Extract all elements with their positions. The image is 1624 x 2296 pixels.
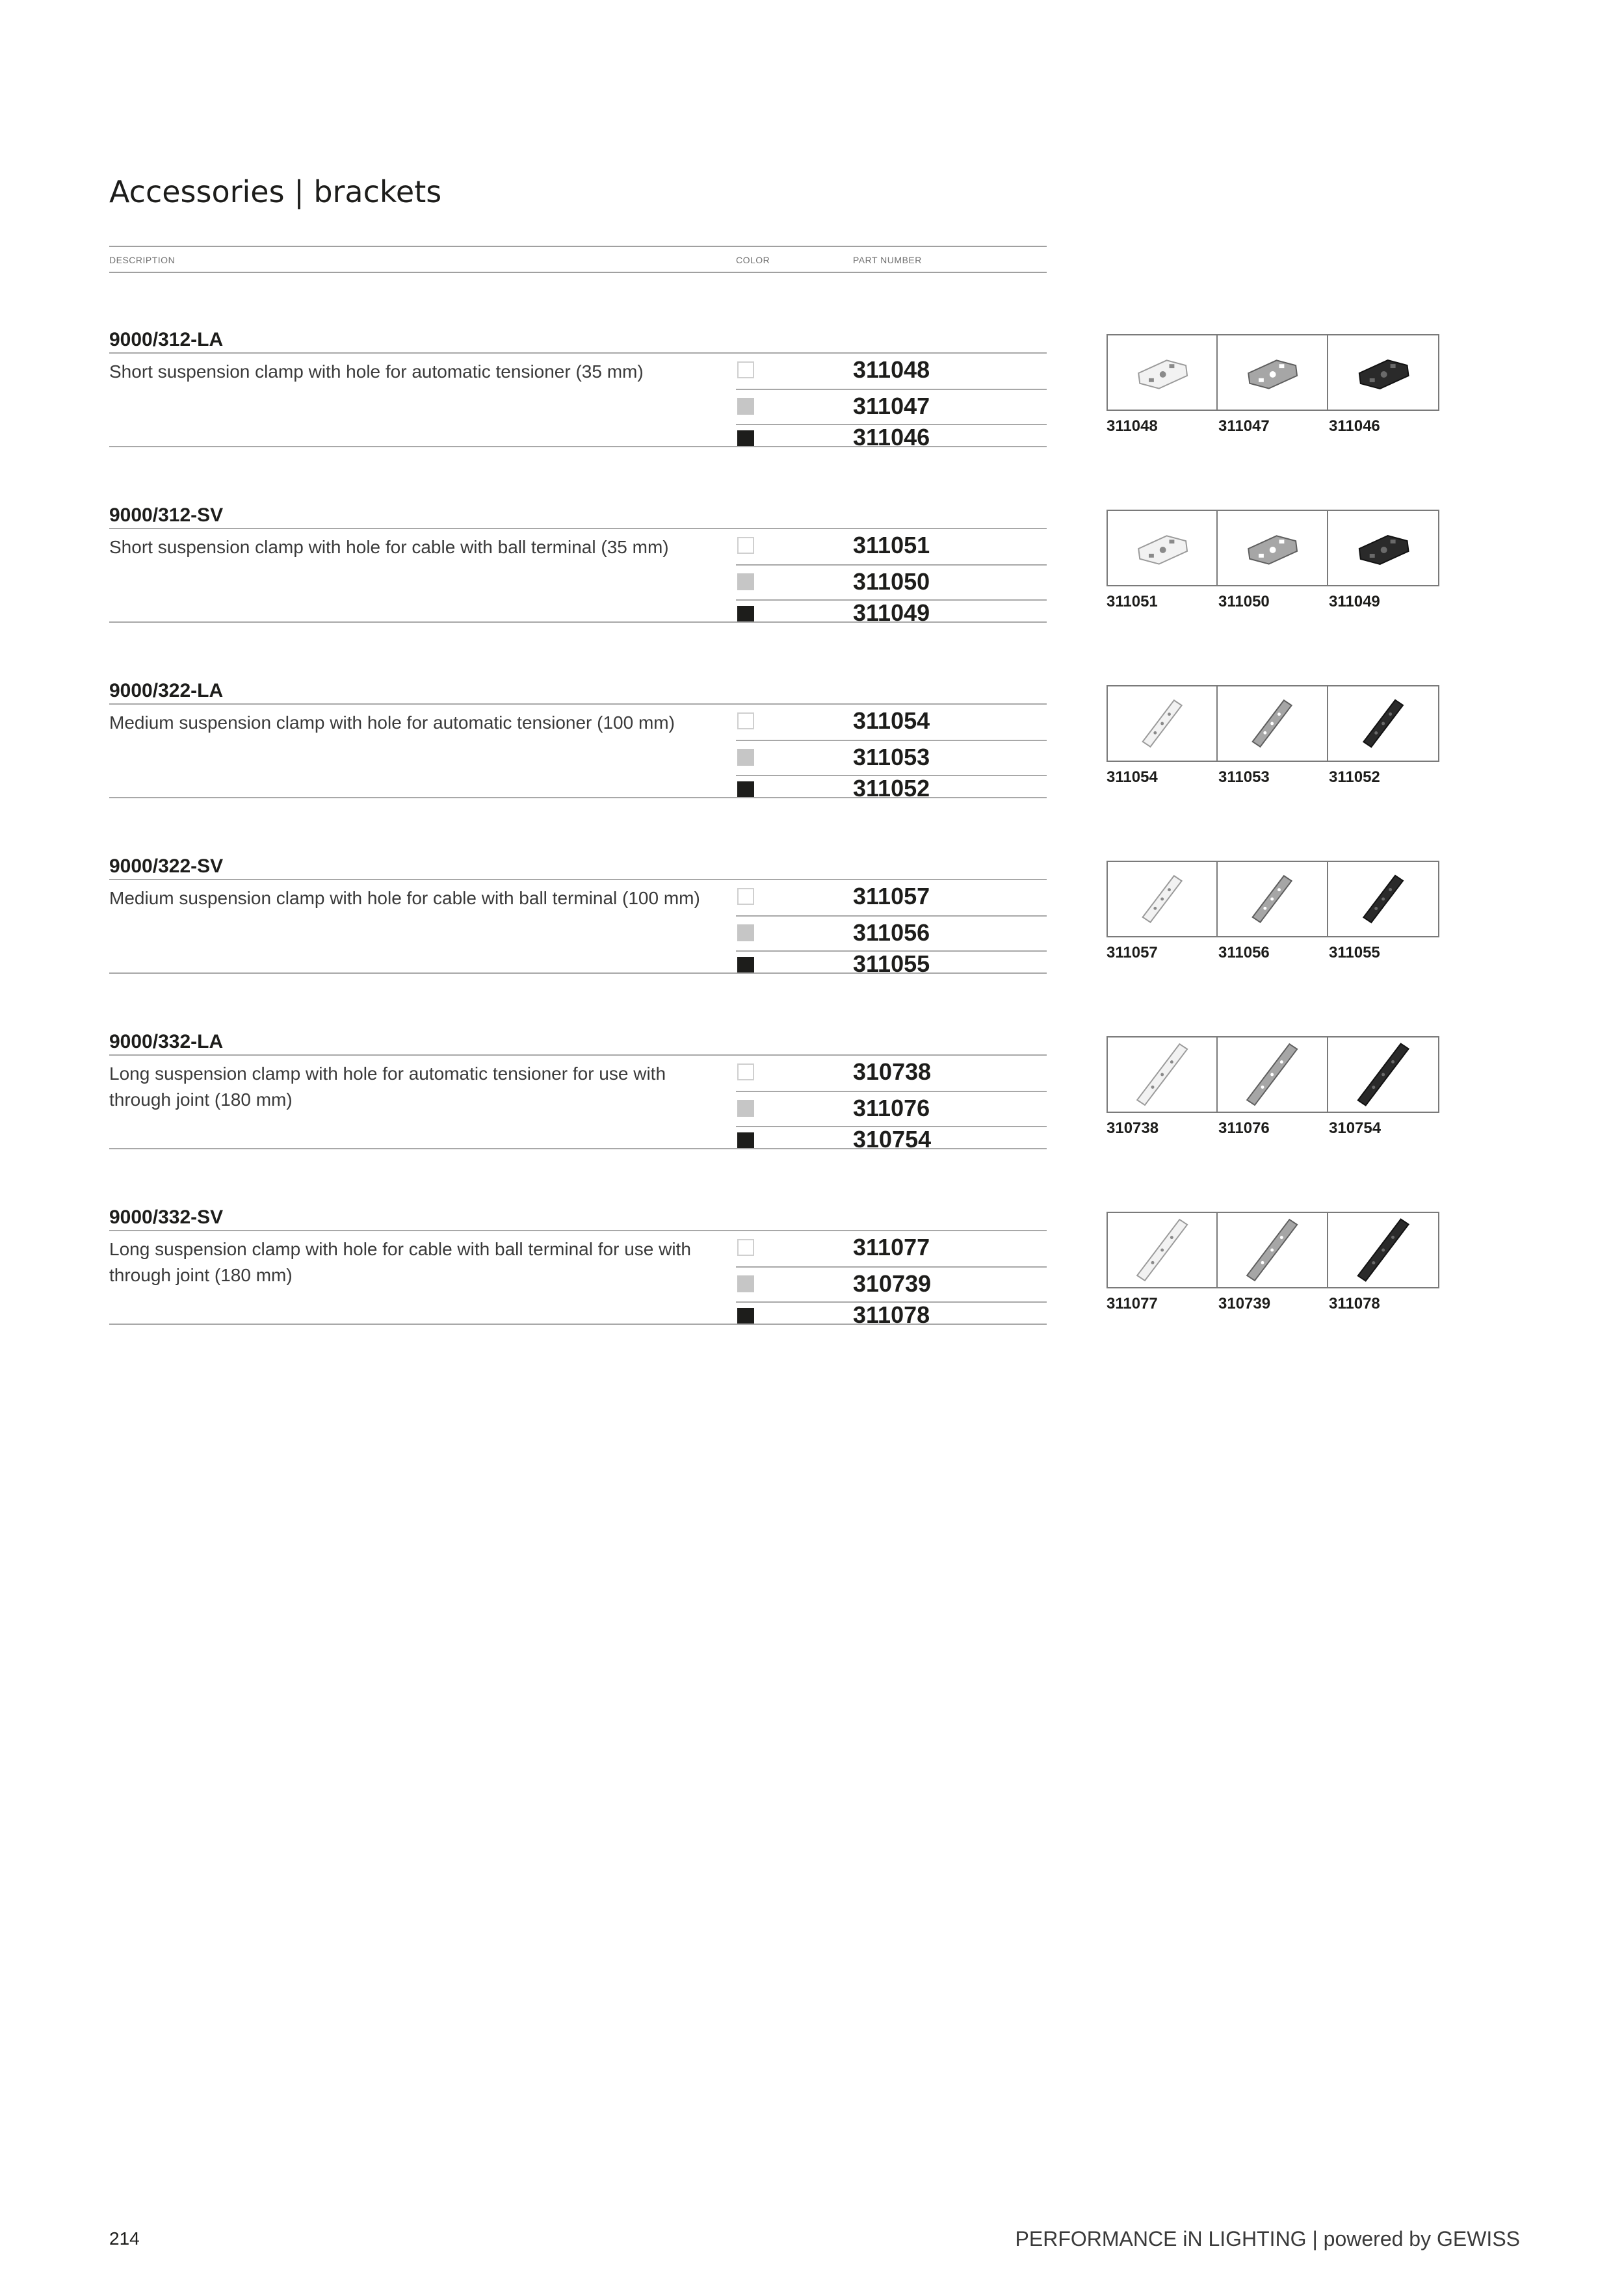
image-label: 311047 bbox=[1218, 417, 1270, 435]
clamp-illustration bbox=[1218, 862, 1326, 936]
divider bbox=[109, 1148, 1047, 1149]
variant-row bbox=[736, 775, 1047, 802]
clamp-illustration bbox=[1328, 1037, 1438, 1112]
clamp-illustration bbox=[1328, 862, 1438, 936]
clamp-illustration bbox=[1328, 1213, 1438, 1287]
clamp-illustration bbox=[1328, 511, 1438, 585]
column-header-color: COLOR bbox=[736, 255, 770, 265]
clamp-illustration bbox=[1218, 1213, 1326, 1287]
product-image-black bbox=[1328, 511, 1438, 585]
product-image-grey bbox=[1218, 686, 1328, 761]
product-row bbox=[109, 855, 1474, 985]
product-image-strip bbox=[1107, 334, 1439, 411]
variant-row bbox=[736, 1126, 1047, 1153]
variant-row bbox=[736, 599, 1047, 626]
part-number: 311049 bbox=[853, 599, 930, 626]
color-swatch-white bbox=[737, 712, 754, 729]
product-image-strip bbox=[1107, 510, 1439, 586]
image-label: 310738 bbox=[1107, 1119, 1159, 1137]
variant-row bbox=[736, 354, 1047, 389]
variant-row bbox=[736, 950, 1047, 977]
color-swatch-black bbox=[737, 606, 754, 623]
clamp-illustration bbox=[1108, 862, 1216, 936]
color-swatch-grey bbox=[737, 1100, 754, 1117]
product-image-grey bbox=[1218, 862, 1328, 936]
product-row bbox=[109, 329, 1474, 459]
image-label: 310739 bbox=[1218, 1295, 1271, 1312]
product-image-white bbox=[1108, 1213, 1218, 1287]
color-swatch-white bbox=[737, 537, 754, 554]
page-title: Accessories | brackets bbox=[109, 174, 442, 209]
color-swatch-black bbox=[737, 430, 754, 447]
product-code: 9000/312-LA bbox=[109, 329, 224, 350]
product-image-strip bbox=[1107, 685, 1439, 762]
product-code: 9000/322-SV bbox=[109, 855, 224, 877]
part-number: 311056 bbox=[853, 919, 930, 946]
part-number: 311047 bbox=[853, 393, 930, 419]
divider bbox=[109, 972, 1047, 974]
clamp-illustration bbox=[1108, 335, 1216, 410]
color-swatch-grey bbox=[737, 749, 754, 766]
part-number: 311057 bbox=[853, 883, 930, 909]
image-label: 311078 bbox=[1329, 1295, 1380, 1312]
product-image-labels bbox=[1107, 944, 1445, 970]
variant-row bbox=[736, 1231, 1047, 1266]
color-swatch-black bbox=[737, 781, 754, 798]
color-swatch-black bbox=[737, 1132, 754, 1149]
column-header-description: DESCRIPTION bbox=[109, 255, 176, 265]
clamp-illustration bbox=[1328, 686, 1438, 761]
variant-row bbox=[736, 705, 1047, 740]
part-number: 310739 bbox=[853, 1270, 932, 1297]
image-label: 311050 bbox=[1218, 593, 1270, 610]
product-image-black bbox=[1328, 1037, 1438, 1112]
product-image-labels bbox=[1107, 768, 1445, 794]
color-swatch-white bbox=[737, 888, 754, 905]
image-label: 311057 bbox=[1107, 944, 1158, 961]
product-image-strip bbox=[1107, 861, 1439, 937]
part-number: 311054 bbox=[853, 707, 930, 734]
variant-row bbox=[736, 529, 1047, 564]
product-code: 9000/312-SV bbox=[109, 504, 224, 526]
product-image-white bbox=[1108, 335, 1218, 410]
divider bbox=[109, 621, 1047, 623]
product-image-white bbox=[1108, 862, 1218, 936]
clamp-illustration bbox=[1218, 335, 1326, 410]
page-number: 214 bbox=[109, 2228, 140, 2249]
clamp-illustration bbox=[1108, 1037, 1216, 1112]
part-number: 311076 bbox=[853, 1095, 930, 1121]
part-number: 311078 bbox=[853, 1301, 930, 1328]
image-label: 311046 bbox=[1329, 417, 1380, 435]
product-image-strip bbox=[1107, 1212, 1439, 1288]
clamp-illustration bbox=[1218, 686, 1326, 761]
variant-row bbox=[736, 389, 1047, 425]
divider bbox=[109, 446, 1047, 447]
product-image-labels bbox=[1107, 1119, 1445, 1145]
clamp-illustration bbox=[1218, 1037, 1326, 1112]
part-number: 311051 bbox=[853, 532, 930, 558]
image-label: 311053 bbox=[1218, 768, 1270, 786]
product-image-grey bbox=[1218, 335, 1328, 410]
product-description: Long suspension clamp with hole for automatic tensioner for use with through joint (180 mm) bbox=[109, 1063, 666, 1110]
product-image-grey bbox=[1218, 511, 1328, 585]
variant-row bbox=[736, 740, 1047, 776]
image-label: 311051 bbox=[1107, 593, 1158, 610]
color-swatch-grey bbox=[737, 924, 754, 941]
variant-row bbox=[736, 1301, 1047, 1328]
variant-row bbox=[736, 880, 1047, 915]
part-number: 311053 bbox=[853, 744, 930, 770]
product-description: Medium suspension clamp with hole for automatic tensioner (100 mm) bbox=[109, 712, 675, 733]
variant-row bbox=[736, 915, 1047, 952]
product-image-grey bbox=[1218, 1037, 1328, 1112]
color-swatch-grey bbox=[737, 398, 754, 415]
part-number: 310738 bbox=[853, 1058, 932, 1085]
product-code: 9000/332-SV bbox=[109, 1207, 224, 1228]
clamp-illustration bbox=[1108, 511, 1216, 585]
product-image-labels bbox=[1107, 1295, 1445, 1321]
column-header bbox=[109, 246, 1047, 273]
product-image-labels bbox=[1107, 593, 1445, 619]
divider bbox=[109, 1324, 1047, 1325]
image-label: 311077 bbox=[1107, 1295, 1158, 1312]
product-image-white bbox=[1108, 1037, 1218, 1112]
column-header-part-number: PART NUMBER bbox=[853, 255, 922, 265]
divider bbox=[109, 797, 1047, 798]
part-number: 311050 bbox=[853, 568, 930, 595]
part-number: 310754 bbox=[853, 1126, 932, 1153]
clamp-illustration bbox=[1328, 335, 1438, 410]
footer-brand: PERFORMANCE iN LIGHTING | powered by GEWISS bbox=[1015, 2227, 1520, 2250]
product-image-white bbox=[1108, 511, 1218, 585]
image-label: 311054 bbox=[1107, 768, 1158, 786]
color-swatch-grey bbox=[737, 573, 754, 590]
product-image-black bbox=[1328, 335, 1438, 410]
part-number: 311077 bbox=[853, 1234, 930, 1260]
product-description: Medium suspension clamp with hole for cable with ball terminal (100 mm) bbox=[109, 888, 700, 908]
product-description: Short suspension clamp with hole for cable with ball terminal (35 mm) bbox=[109, 537, 669, 557]
product-image-white bbox=[1108, 686, 1218, 761]
product-image-black bbox=[1328, 862, 1438, 936]
variant-row bbox=[736, 1091, 1047, 1127]
product-description: Short suspension clamp with hole for automatic tensioner (35 mm) bbox=[109, 361, 644, 382]
image-label: 311049 bbox=[1329, 593, 1380, 610]
image-label: 311048 bbox=[1107, 417, 1158, 435]
image-label: 311055 bbox=[1329, 944, 1380, 961]
clamp-illustration bbox=[1218, 511, 1326, 585]
product-image-grey bbox=[1218, 1213, 1328, 1287]
color-swatch-white bbox=[737, 1239, 754, 1256]
product-code: 9000/322-LA bbox=[109, 680, 224, 701]
product-code: 9000/332-LA bbox=[109, 1031, 224, 1052]
color-swatch-grey bbox=[737, 1275, 754, 1292]
clamp-illustration bbox=[1108, 1213, 1216, 1287]
product-description: Long suspension clamp with hole for cable with ball terminal for use with through joint (180 mm) bbox=[109, 1239, 691, 1285]
color-swatch-black bbox=[737, 1308, 754, 1325]
product-image-black bbox=[1328, 1213, 1438, 1287]
variant-row bbox=[736, 424, 1047, 450]
part-number: 311055 bbox=[853, 950, 930, 977]
clamp-illustration bbox=[1108, 686, 1216, 761]
product-row bbox=[109, 680, 1474, 810]
image-label: 311052 bbox=[1329, 768, 1380, 786]
part-number: 311048 bbox=[853, 356, 930, 383]
product-row bbox=[109, 504, 1474, 634]
product-image-black bbox=[1328, 686, 1438, 761]
image-label: 311056 bbox=[1218, 944, 1270, 961]
part-number: 311046 bbox=[853, 424, 930, 450]
product-image-labels bbox=[1107, 417, 1445, 443]
variant-row bbox=[736, 564, 1047, 601]
product-row bbox=[109, 1031, 1474, 1161]
product-row bbox=[109, 1207, 1474, 1337]
variant-row bbox=[736, 1056, 1047, 1091]
variant-row bbox=[736, 1266, 1047, 1303]
part-number: 311052 bbox=[853, 775, 930, 802]
color-swatch-white bbox=[737, 1063, 754, 1080]
image-label: 310754 bbox=[1329, 1119, 1382, 1137]
color-swatch-black bbox=[737, 957, 754, 974]
color-swatch-white bbox=[737, 361, 754, 378]
image-label: 311076 bbox=[1218, 1119, 1270, 1137]
product-image-strip bbox=[1107, 1036, 1439, 1113]
